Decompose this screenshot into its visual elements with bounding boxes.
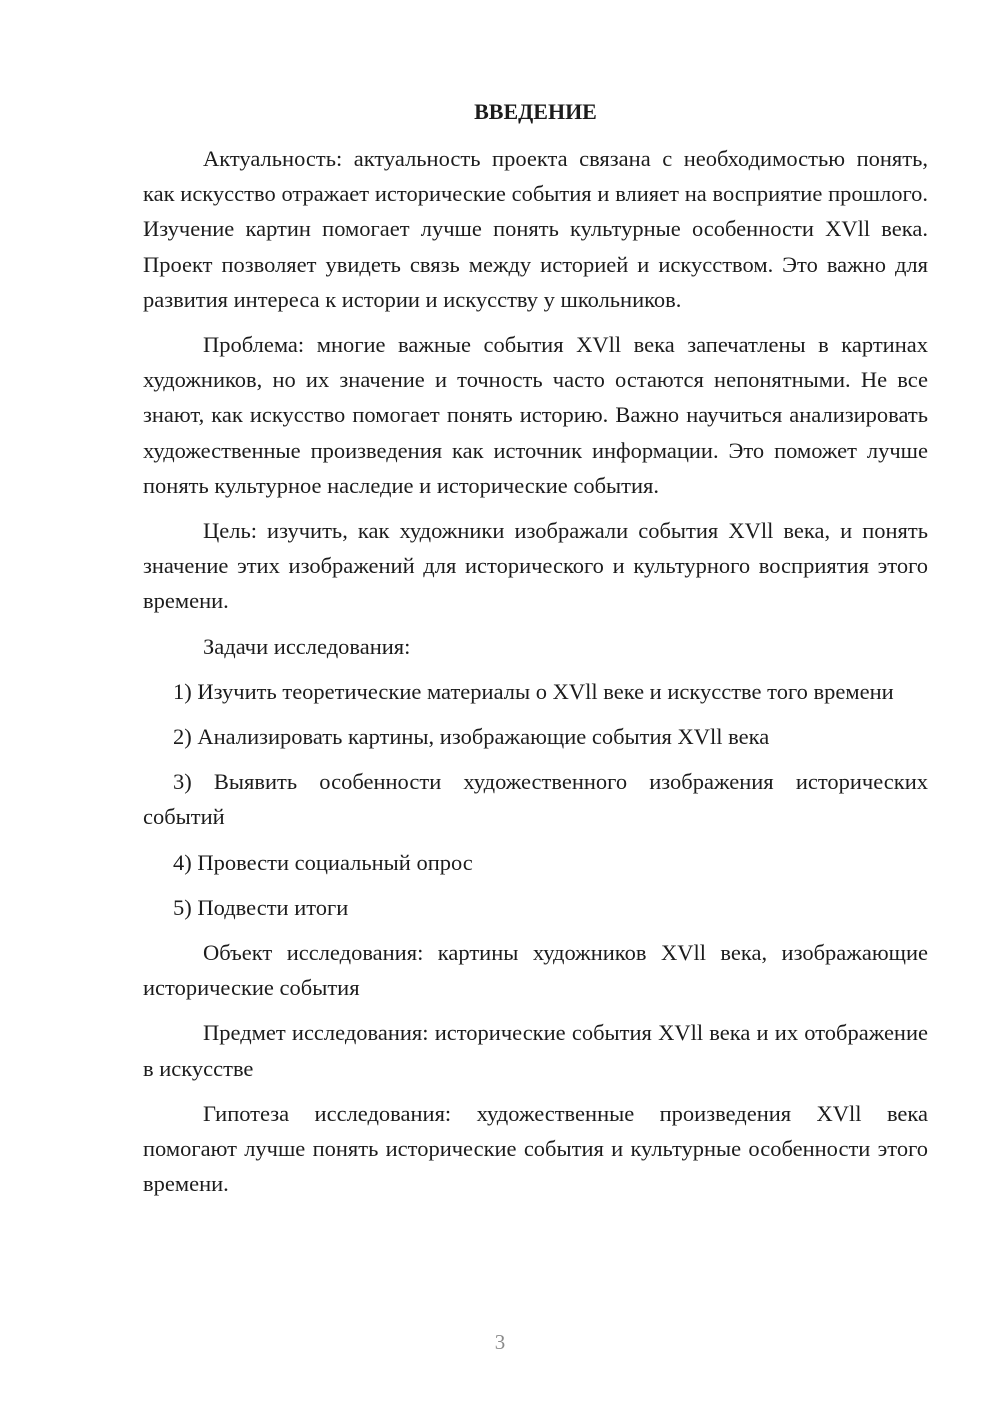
subject-paragraph: Предмет исследования: исторические события XVll века и их отображение в искусстве [143,1020,928,1081]
task-item: 5) Подвести итоги [173,894,349,920]
goal-paragraph: Цель: изучить, как художники изображали события XVll века, и понять значение этих изображений для исторического и культурного восприятия этого времени. [143,518,928,614]
task-item: 4) Провести социальный опрос [173,849,473,875]
task-item: 2) Анализировать картины, изображающие события XVll века [173,724,770,750]
task-item: 3) Выявить особенности художественного изображения исторических событий [143,769,928,830]
page-title: ВВЕДЕНИЕ [474,99,597,124]
hypothesis-paragraph: Гипотеза исследования: художественные произведения XVll века помогают лучше понять исторические события и культурные особенности этого времени. [143,1100,928,1197]
object-paragraph: Объект исследования: картины художников XVll века, изображающие исторические события [143,940,928,1001]
page-number: 3 [494,1330,506,1354]
tasks-heading: Задачи исследования: [203,633,411,659]
document-body [143,141,928,1211]
problem-paragraph: Проблема: многие важные события XVll века запечатлены в картинах художников, но их значение и точность часто остаются непонятными. Не все знают, как искусство помогает понять историю. Важно научиться анализировать художественные произведения как источник информации. Это поможет лучше понять культурное наследие и исторические события. [143,332,928,498]
relevance-paragraph: Актуальность: актуальность проекта связана с необходимостью понять, как искусство отражает исторические события и влияет на восприятие прошлого. Изучение картин помогает лучше понять культурные особенности XVll века. Проект позволяет увидеть связь между историей и искусством. Это важно для развития интереса к истории и искусству у школьников. [143,146,928,312]
task-item: 1) Изучить теоретические материалы о XVll веке и искусстве того времени [173,678,894,704]
